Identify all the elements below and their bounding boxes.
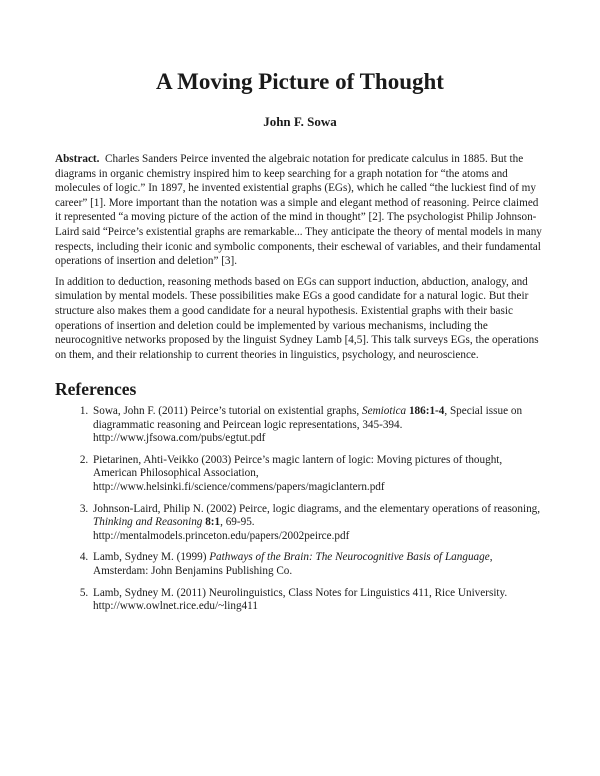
- reference-item: [91, 405, 545, 446]
- reference-book-title: Pathways of the Brain: The Neurocognitive Basis of Language: [209, 551, 490, 564]
- reference-url[interactable]: http://mentalmodels.princeton.edu/papers/2002peirce.pdf: [93, 529, 350, 542]
- reference-text: Lamb, Sydney M. (1999): [93, 551, 210, 564]
- reference-journal: Thinking and Reasoning: [93, 516, 203, 529]
- reference-text-tail: , Special issue on diagrammatic reasoning and Peircean logic representations, 345-394.: [93, 405, 523, 431]
- abstract-text-1: Charles Sanders Peirce invented the algebraic notation for predicate calculus in 1885. But the diagrams in organic chemistry inspired him to keep searching for a graph notation for “the atoms and molecules of logic.” In 1897, he invented existential graphs (EGs), which he called “the luckiest find of my career” [1]. More important than the notation was a simple and elegant method of reasoning. Peirce claimed it represented “a moving picture of the action of the mind in thought” [2]. The psychologist Philip Johnson-Laird said “Peirce’s existential graphs are remarkable... They anticipate the theory of mental models in many respects, including their iconic and symbolic components, their eschewal of variables, and their fundamental operations of insertion and deletion” [3].: [55, 153, 542, 268]
- reference-item: [91, 587, 545, 614]
- reference-item: [91, 454, 545, 495]
- reference-journal: Semiotica: [362, 405, 407, 417]
- abstract-section: [55, 152, 545, 368]
- abstract-label: Abstract.: [55, 153, 100, 165]
- page-title: A Moving Picture of Thought: [156, 69, 444, 94]
- reference-text: Johnson-Laird, Philip N. (2002) Peirce, logic diagrams, and the elementary operations of reasoning,: [93, 502, 541, 515]
- reference-volume: 8:1: [202, 516, 221, 529]
- abstract-paragraph-2: In addition to deduction, reasoning methods based on EGs can support induction, abduction, analogy, and simulation by mental models. These possibilities make EGs a good candidate for a natural logic. But their structure also makes them a good candidate for a neural hypothesis. Existential graphs with their basic operations of insertion and deletion could be implemented by various mechanisms, including the neurocognitive networks proposed by the linguist Sydney Lamb [4,5]. This talk surveys EGs, the operations on them, and their relationship to current theories in linguistics, psychology, and neuroscience.: [55, 275, 539, 361]
- references-list: [55, 405, 545, 622]
- author-name: John F. Sowa: [263, 114, 337, 129]
- reference-url[interactable]: http://www.helsinki.fi/science/commens/papers/magiclantern.pdf: [93, 480, 385, 493]
- reference-text: Sowa, John F. (2011) Peirce’s tutorial on existential graphs,: [93, 405, 363, 417]
- reference-item: [91, 551, 545, 578]
- reference-text: Lamb, Sydney M. (2011) Neurolinguistics, Class Notes for Linguistics 411, Rice University.: [93, 586, 508, 599]
- reference-text-tail: , Amsterdam: John Benjamins Publishing Co.: [93, 551, 493, 577]
- reference-item: [91, 503, 545, 544]
- reference-text-tail: , 69-95.: [220, 516, 255, 529]
- references-heading: References: [55, 379, 137, 399]
- abstract-paragraph-1: [55, 152, 545, 269]
- reference-volume: 186:1-4: [406, 405, 445, 417]
- reference-url[interactable]: http://www.owlnet.rice.edu/~ling411: [93, 600, 258, 613]
- reference-text: Pietarinen, Ahti-Veikko (2003) Peirce’s magic lantern of logic: Moving pictures of thought, American Philosophical Association,: [93, 453, 503, 480]
- reference-url[interactable]: http://www.jfsowa.com/pubs/egtut.pdf: [93, 432, 266, 445]
